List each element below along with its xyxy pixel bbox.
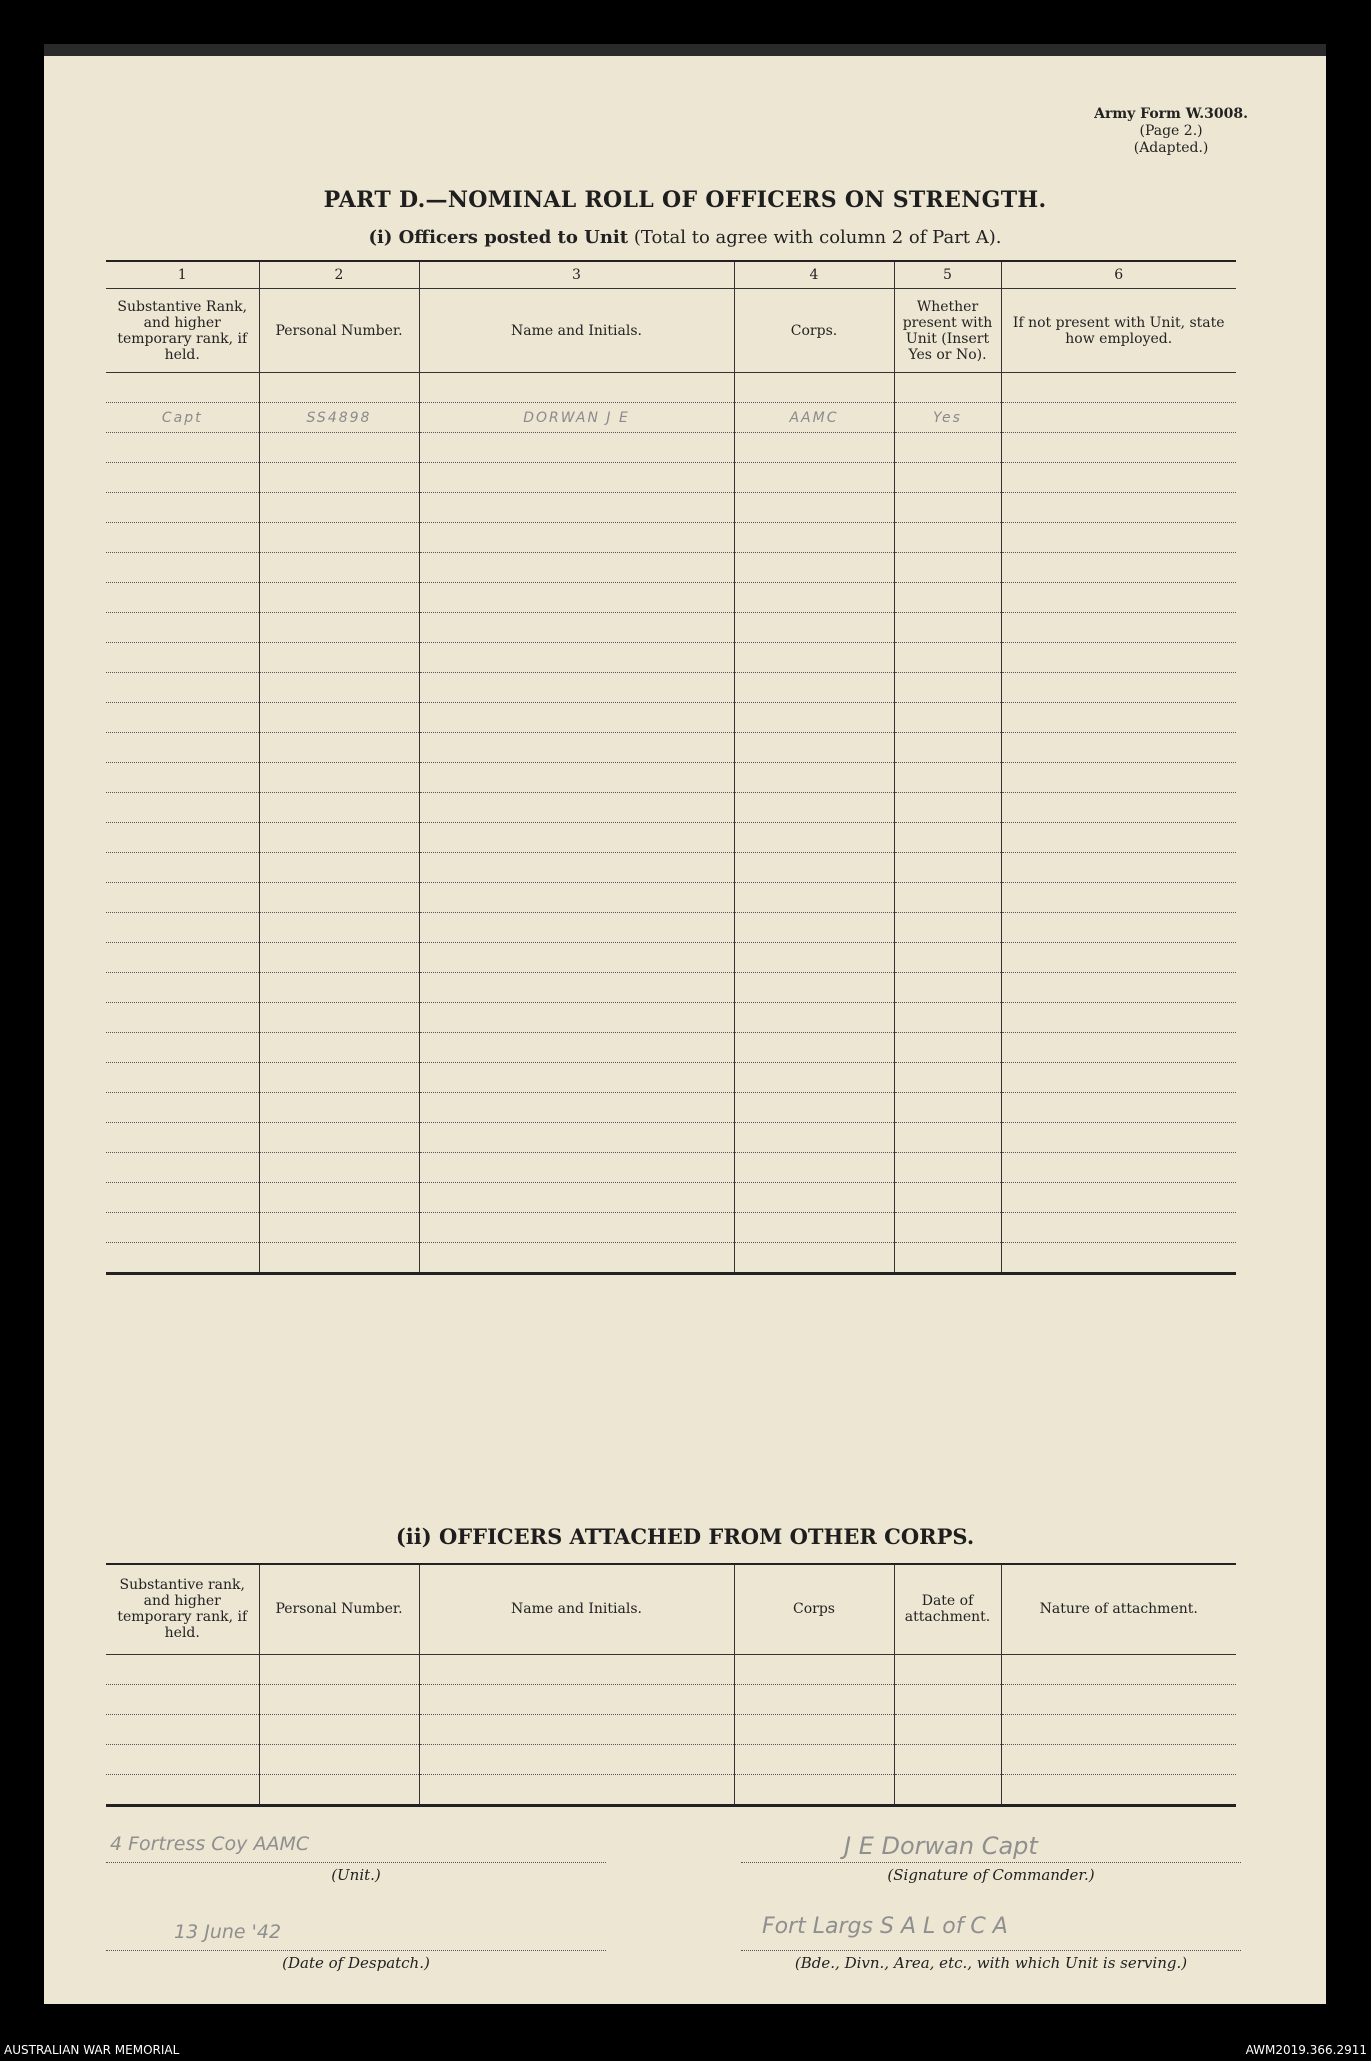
- header-personal-number: Personal Number.: [259, 289, 419, 373]
- table-row: [106, 1654, 1236, 1684]
- blank-cell: [419, 733, 734, 763]
- blank-cell: [259, 1063, 419, 1093]
- header-rank: Substantive rank, and higher temporary rank, if held.: [106, 1564, 259, 1654]
- blank-cell: [894, 673, 1001, 703]
- blank-cell: [1001, 823, 1236, 853]
- table-row: [106, 733, 1236, 763]
- blank-cell: [106, 883, 259, 913]
- entry-corps: AAMC: [734, 403, 894, 433]
- signature-value: J E Dorwan Capt: [844, 1832, 1038, 1860]
- blank-cell: [106, 613, 259, 643]
- blank-cell: [734, 1243, 894, 1274]
- table-row: [106, 883, 1236, 913]
- blank-cell: [259, 493, 419, 523]
- archive-strip: [0, 2040, 1371, 2061]
- header-rank: Substantive Rank, and higher temporary rank, if held.: [106, 289, 259, 373]
- col-number: 4: [734, 261, 894, 289]
- blank-cell: [894, 493, 1001, 523]
- blank-cell: [106, 1213, 259, 1243]
- blank-cell: [419, 1003, 734, 1033]
- table-row: [106, 1153, 1236, 1183]
- blank-cell: [734, 673, 894, 703]
- table-row: [106, 1123, 1236, 1153]
- blank-cell: [259, 1714, 419, 1744]
- blank-cell: [1001, 583, 1236, 613]
- blank-cell: [734, 523, 894, 553]
- blank-cell: [734, 1093, 894, 1123]
- section-subtitle: (i) Officers posted to Unit (Total to agree with column 2 of Part A).: [368, 227, 1002, 248]
- blank-cell: [259, 583, 419, 613]
- blank-cell: [894, 823, 1001, 853]
- blank-cell: [894, 793, 1001, 823]
- blank-cell: [1001, 1684, 1236, 1714]
- blank-cell: [259, 793, 419, 823]
- blank-cell: [894, 913, 1001, 943]
- header-nature-attachment: Nature of attachment.: [1001, 1564, 1236, 1654]
- blank-cell: [734, 1654, 894, 1684]
- blank-cell: [259, 523, 419, 553]
- blank-cell: [734, 613, 894, 643]
- blank-cell: [894, 1243, 1001, 1274]
- blank-cell: [734, 1063, 894, 1093]
- blank-cell: [419, 1774, 734, 1805]
- blank-cell: [106, 1774, 259, 1805]
- blank-cell: [419, 763, 734, 793]
- blank-cell: [1001, 913, 1236, 943]
- blank-cell: [894, 463, 1001, 493]
- table-row: [106, 823, 1236, 853]
- table-row: [106, 1063, 1236, 1093]
- column-header-row: [106, 289, 1236, 373]
- table-row: [106, 1744, 1236, 1774]
- blank-cell: [106, 583, 259, 613]
- blank-cell: [894, 553, 1001, 583]
- blank-cell: [106, 673, 259, 703]
- table-row: [106, 1684, 1236, 1714]
- blank-cell: [419, 1714, 734, 1744]
- archive-reference: AWM2019.366.2911: [1245, 2043, 1367, 2057]
- blank-cell: [894, 643, 1001, 673]
- blank-cell: [259, 1183, 419, 1213]
- blank-cell: [259, 553, 419, 583]
- blank-cell: [1001, 1153, 1236, 1183]
- signature-line: [741, 1862, 1241, 1863]
- blank-cell: [734, 733, 894, 763]
- blank-cell: [894, 943, 1001, 973]
- blank-cell: [419, 913, 734, 943]
- blank-cell: [106, 643, 259, 673]
- blank-cell: [1001, 853, 1236, 883]
- blank-cell: [419, 583, 734, 613]
- blank-cell: [106, 433, 259, 463]
- blank-cell: [259, 1684, 419, 1714]
- blank-cell: [894, 1033, 1001, 1063]
- archive-name: AUSTRALIAN WAR MEMORIAL: [4, 2043, 180, 2057]
- blank-cell: [259, 883, 419, 913]
- blank-cell: [106, 523, 259, 553]
- table-row: [106, 913, 1236, 943]
- blank-cell: [106, 1063, 259, 1093]
- col-number: 3: [419, 261, 734, 289]
- blank-cell: [894, 1654, 1001, 1684]
- blank-cell: [1001, 1774, 1236, 1805]
- header-personal-number: Personal Number.: [259, 1564, 419, 1654]
- table-row: [106, 1093, 1236, 1123]
- blank-cell: [106, 1123, 259, 1153]
- blank-cell: [259, 763, 419, 793]
- header-date-attachment: Date of attachment.: [894, 1564, 1001, 1654]
- formation-value: Fort Largs S A L of C A: [762, 1914, 1008, 1939]
- blank-cell: [259, 463, 419, 493]
- blank-cell: [734, 1744, 894, 1774]
- blank-cell: [419, 1744, 734, 1774]
- blank-cell: [106, 493, 259, 523]
- table-row: [106, 643, 1236, 673]
- blank-cell: [259, 1153, 419, 1183]
- blank-cell: [734, 1684, 894, 1714]
- blank-cell: [419, 1153, 734, 1183]
- blank-cell: [259, 1744, 419, 1774]
- blank-cell: [259, 613, 419, 643]
- blank-cell: [734, 553, 894, 583]
- blank-cell: [106, 943, 259, 973]
- blank-cell: [259, 973, 419, 1003]
- blank-cell: [419, 553, 734, 583]
- blank-cell: [419, 1654, 734, 1684]
- blank-cell: [1001, 1033, 1236, 1063]
- formation-label: (Bde., Divn., Area, etc., with which Unit is serving.): [794, 1954, 1188, 1972]
- blank-cell: [259, 643, 419, 673]
- blank-cell: [419, 1063, 734, 1093]
- blank-cell: [259, 1093, 419, 1123]
- blank-cell: [106, 463, 259, 493]
- blank-cell: [894, 1153, 1001, 1183]
- blank-cell: [106, 823, 259, 853]
- unit-label: (Unit.): [331, 1866, 381, 1884]
- header-present: Whether present with Unit (Insert Yes or No).: [894, 289, 1001, 373]
- unit-value: 4 Fortress Coy AAMC: [110, 1833, 310, 1855]
- blank-cell: [419, 493, 734, 523]
- blank-cell: [259, 673, 419, 703]
- blank-cell: [1001, 1654, 1236, 1684]
- blank-cell: [259, 433, 419, 463]
- blank-cell: [419, 943, 734, 973]
- blank-cell: [419, 1213, 734, 1243]
- blank-cell: [259, 1654, 419, 1684]
- blank-cell: [419, 523, 734, 553]
- blank-cell: [734, 1033, 894, 1063]
- blank-rows: [106, 433, 1236, 1274]
- blank-cell: [419, 973, 734, 1003]
- blank-cell: [734, 973, 894, 1003]
- blank-cell: [419, 673, 734, 703]
- blank-cell: [106, 733, 259, 763]
- blank-cell: [106, 1093, 259, 1123]
- table-row: [106, 853, 1236, 883]
- blank-cell: [106, 1744, 259, 1774]
- blank-cell: [1001, 1183, 1236, 1213]
- blank-cell: [419, 1033, 734, 1063]
- blank-cell: [259, 823, 419, 853]
- blank-cell: [259, 1774, 419, 1805]
- blank-cell: [1001, 463, 1236, 493]
- table-row: [106, 1003, 1236, 1033]
- table-row: [106, 793, 1236, 823]
- form-identifier: Army Form W.3008. (Page 2.) (Adapted.): [1094, 106, 1248, 156]
- blank-cell: [734, 493, 894, 523]
- paper-top-edge: [44, 44, 1326, 56]
- blank-cell: [259, 853, 419, 883]
- table-row: [106, 1033, 1236, 1063]
- blank-cell: [894, 973, 1001, 1003]
- blank-cell: [1001, 1093, 1236, 1123]
- officers-attached-table: [106, 1563, 1236, 1807]
- blank-cell: [1001, 433, 1236, 463]
- table-row: [106, 493, 1236, 523]
- col-number: 2: [259, 261, 419, 289]
- blank-cell: [419, 823, 734, 853]
- blank-cell: [1001, 703, 1236, 733]
- col-number: 1: [106, 261, 259, 289]
- entry-name: DORWAN J E: [419, 403, 734, 433]
- blank-cell: [734, 463, 894, 493]
- blank-cell: [419, 703, 734, 733]
- blank-cell: [259, 1033, 419, 1063]
- table-row: [106, 973, 1236, 1003]
- blank-cell: [734, 583, 894, 613]
- blank-cell: [106, 1684, 259, 1714]
- blank-cell: [106, 553, 259, 583]
- blank-cell: [106, 1654, 259, 1684]
- blank-cell: [259, 733, 419, 763]
- blank-cell: [1001, 793, 1236, 823]
- blank-cell: [1001, 883, 1236, 913]
- blank-cell: [894, 1183, 1001, 1213]
- blank-cell: [894, 1123, 1001, 1153]
- table-row: [106, 463, 1236, 493]
- blank-cell: [894, 583, 1001, 613]
- blank-cell: [894, 1744, 1001, 1774]
- blank-cell: [734, 1774, 894, 1805]
- blank-cell: [894, 433, 1001, 463]
- blank-cell: [259, 1123, 419, 1153]
- blank-cell: [106, 913, 259, 943]
- date-label: (Date of Despatch.): [282, 1954, 430, 1972]
- blank-cell: [894, 1774, 1001, 1805]
- blank-cell: [894, 1063, 1001, 1093]
- blank-cell: [1001, 763, 1236, 793]
- blank-cell: [1001, 1003, 1236, 1033]
- blank-cell: [1001, 733, 1236, 763]
- blank-cell: [1001, 1123, 1236, 1153]
- blank-cell: [419, 643, 734, 673]
- blank-cell: [106, 793, 259, 823]
- blank-cell: [894, 1213, 1001, 1243]
- blank-cell: [1001, 1744, 1236, 1774]
- blank-cell: [106, 853, 259, 883]
- blank-cell: [734, 1003, 894, 1033]
- entry-employment: [1001, 403, 1236, 433]
- blank-cell: [894, 733, 1001, 763]
- table-row: [106, 1714, 1236, 1744]
- signature-label: (Signature of Commander.): [887, 1866, 1095, 1884]
- blank-cell: [734, 1123, 894, 1153]
- blank-cell: [259, 943, 419, 973]
- blank-cell: [1001, 1714, 1236, 1744]
- blank-cell: [734, 1213, 894, 1243]
- table-row: [106, 433, 1236, 463]
- table-row: [106, 1774, 1236, 1805]
- blank-cell: [734, 883, 894, 913]
- table-row: [106, 583, 1236, 613]
- blank-cell: [419, 793, 734, 823]
- blank-cell: [734, 1183, 894, 1213]
- header-name: Name and Initials.: [419, 289, 734, 373]
- entry-rank: Capt: [106, 403, 259, 433]
- blank-cell: [419, 433, 734, 463]
- blank-cell: [419, 463, 734, 493]
- table-row: [106, 523, 1236, 553]
- blank-cell: [1001, 523, 1236, 553]
- blank-cell: [1001, 1243, 1236, 1274]
- blank-cell: [734, 913, 894, 943]
- blank-cell: [734, 703, 894, 733]
- blank-cell: [894, 1093, 1001, 1123]
- blank-cell: [734, 823, 894, 853]
- header-corps: Corps: [734, 1564, 894, 1654]
- blank-cell: [734, 643, 894, 673]
- table-row: [106, 673, 1236, 703]
- blank-cell: [734, 853, 894, 883]
- blank-cell: [734, 1153, 894, 1183]
- table-row: [106, 1243, 1236, 1274]
- blank-cell: [734, 763, 894, 793]
- section-2-title: (ii) OFFICERS ATTACHED FROM OTHER CORPS.: [395, 1524, 975, 1549]
- blank-cell: [419, 613, 734, 643]
- blank-cell: [894, 1003, 1001, 1033]
- date-value: 13 June '42: [174, 1921, 282, 1943]
- blank-cell: [894, 1684, 1001, 1714]
- blank-cell: [419, 1093, 734, 1123]
- blank-rows: [106, 1654, 1236, 1805]
- blank-cell: [106, 1153, 259, 1183]
- officers-posted-table: [106, 260, 1236, 1275]
- column-header-row: [106, 1564, 1236, 1654]
- blank-cell: [106, 1714, 259, 1744]
- column-number-row: [106, 261, 1236, 289]
- table-row: [106, 1183, 1236, 1213]
- blank-cell: [106, 703, 259, 733]
- blank-cell: [894, 1714, 1001, 1744]
- blank-cell: [1001, 1213, 1236, 1243]
- table-row: [106, 763, 1236, 793]
- date-line: [106, 1950, 606, 1951]
- entry-present: Yes: [894, 403, 1001, 433]
- blank-cell: [106, 1033, 259, 1063]
- blank-cell: [259, 1003, 419, 1033]
- blank-cell: [734, 793, 894, 823]
- entry-personal-number: SS4898: [259, 403, 419, 433]
- header-name: Name and Initials.: [419, 1564, 734, 1654]
- blank-cell: [894, 763, 1001, 793]
- blank-cell: [894, 613, 1001, 643]
- blank-cell: [419, 1123, 734, 1153]
- blank-cell: [1001, 673, 1236, 703]
- blank-cell: [419, 1684, 734, 1714]
- formation-line: [741, 1950, 1241, 1951]
- blank-cell: [1001, 613, 1236, 643]
- blank-cell: [106, 1243, 259, 1274]
- blank-cell: [259, 703, 419, 733]
- blank-cell: [894, 883, 1001, 913]
- blank-cell: [259, 1213, 419, 1243]
- table-row: [106, 1213, 1236, 1243]
- blank-cell: [894, 703, 1001, 733]
- table-row: [106, 613, 1236, 643]
- table-row: [106, 943, 1236, 973]
- blank-cell: [106, 973, 259, 1003]
- table-row: [106, 403, 1236, 433]
- blank-cell: [419, 853, 734, 883]
- blank-cell: [1001, 643, 1236, 673]
- blank-cell: [1001, 943, 1236, 973]
- blank-cell: [419, 1243, 734, 1274]
- blank-cell: [259, 1243, 419, 1274]
- unit-line: [106, 1862, 606, 1863]
- col-number: 6: [1001, 261, 1236, 289]
- form-page: [44, 44, 1326, 2004]
- table-row: [106, 553, 1236, 583]
- blank-cell: [1001, 973, 1236, 1003]
- blank-cell: [1001, 493, 1236, 523]
- blank-cell: [734, 433, 894, 463]
- page-title: PART D.—NOMINAL ROLL OF OFFICERS ON STRENGTH.: [323, 187, 1047, 213]
- blank-cell: [106, 763, 259, 793]
- blank-cell: [106, 1003, 259, 1033]
- blank-cell: [419, 1183, 734, 1213]
- blank-cell: [734, 943, 894, 973]
- blank-cell: [1001, 553, 1236, 583]
- blank-cell: [259, 913, 419, 943]
- blank-cell: [734, 1714, 894, 1744]
- table-row: [106, 703, 1236, 733]
- blank-cell: [1001, 1063, 1236, 1093]
- col-number: 5: [894, 261, 1001, 289]
- blank-cell: [419, 883, 734, 913]
- blank-cell: [106, 1183, 259, 1213]
- table-row: [106, 373, 1236, 403]
- header-employment: If not present with Unit, state how employed.: [1001, 289, 1236, 373]
- blank-cell: [894, 523, 1001, 553]
- blank-cell: [894, 853, 1001, 883]
- header-corps: Corps.: [734, 289, 894, 373]
